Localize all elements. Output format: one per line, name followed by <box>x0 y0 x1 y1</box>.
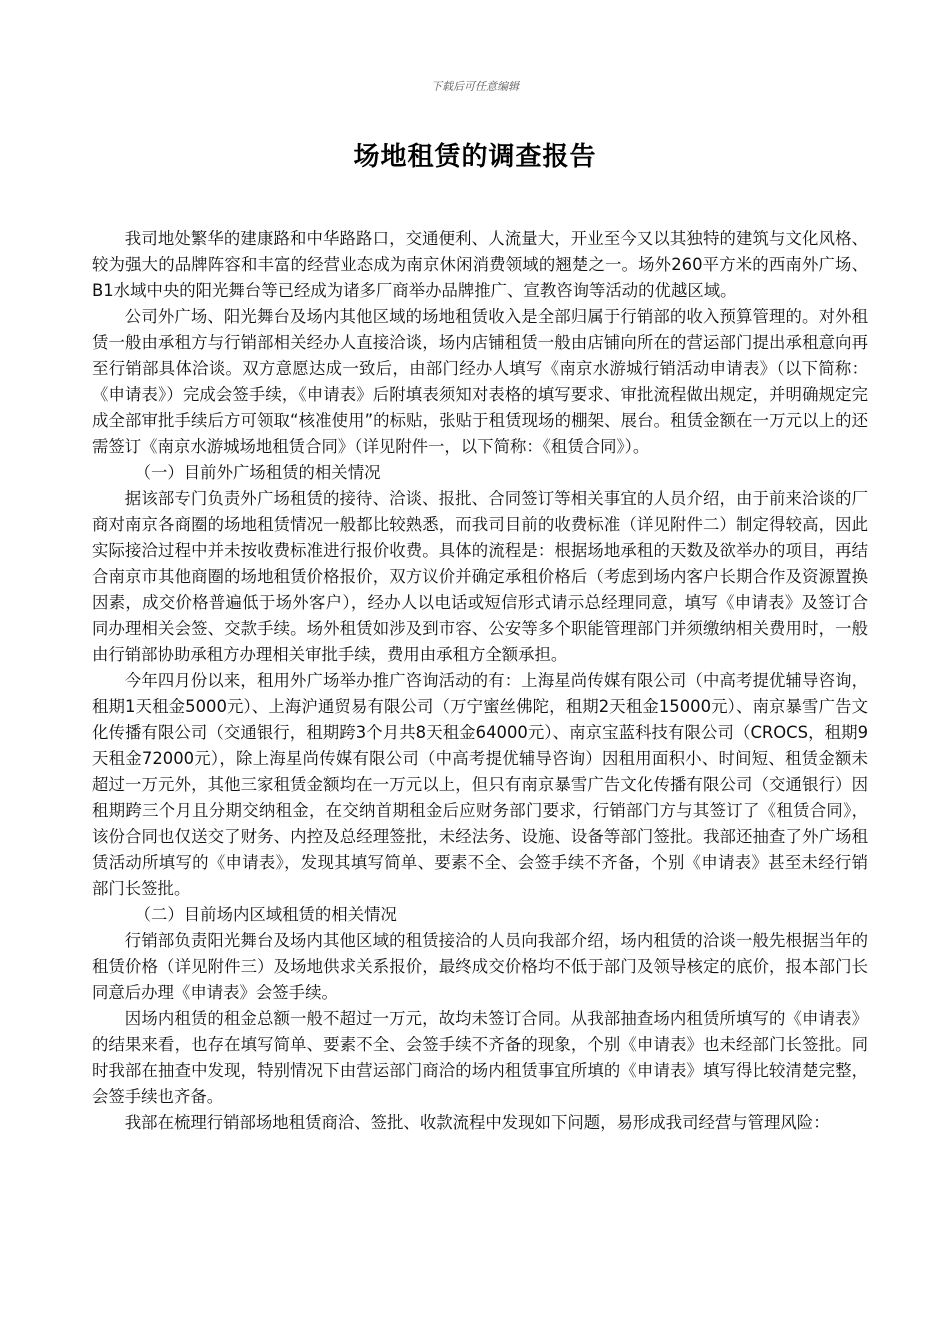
paragraph-indoor-findings: 因场内租赁的租金总额一般不超过一万元，故均未签订合同。从我部抽查场内租赁所填写的《申请表》的结果来看，也存在填写简单、要素不全、会签手续不齐备的现象，个别《申请表》也未经部门长签批。同时我部在抽查中发现，特别情况下由营运部门商洽的场内租赁事宜所填的《申请表》填写得比较清楚完整，会签手续也齐备。 <box>92 1009 868 1106</box>
section-heading-indoor: （二）目前场内区域租赁的相关情况 <box>134 905 397 924</box>
section-heading-outdoor: （一）目前外广场租赁的相关情况 <box>134 463 381 482</box>
paragraph-outdoor-cases: 今年四月份以来，租用外广场举办推广咨询活动的有：上海星尚传媒有限公司（中高考提优辅导咨询，租期1天租金5000元）、上海沪通贸易有限公司（万宁蜜丝佛陀，租期2天租金15000元）、南京暴雪广告文化传播有限公司（交通银行，租期跨3个月共8天租金64000元）、南京宝蓝科技有限公司（CROCS，租期9天租金72000元），除上海星尚传媒有限公司（中高考提优辅导咨询）因租用面积小、时间短、租赁金额未超过一万元外，其他三家租赁金额均在一万元以上，但只有南京暴雪广告文化传播有限公司（交通银行）因租期跨三个月且分期交纳租金，在交纳首期租金后应财务部门要求，行销部门方与其签订了《租赁合同》，该份合同也仅送交了财务、内控及总经理签批，未经法务、设施、设备等部门签批。我部还抽查了外广场租赁活动所填写的《申请表》，发现其填写简单、要素不全、会签手续不齐备，个别《申请表》甚至未经行销部门长签批。 <box>92 671 868 898</box>
paragraph-rental-management: 公司外广场、阳光舞台及场内其他区域的场地租赁收入是全部归属于行销部的收入预算管理的。对外租赁一般由承租方与行销部相关经办人直接洽谈，场内店铺租赁一般由店铺向所在的营运部门提出承租意向再至行销部具体洽谈。双方意愿达成一致后，由部门经办人填写《南京水游城行销活动申请表》（以下简称：《申请表》）完成会签手续，《申请表》后附填表须知对表格的填写要求、审批流程做出规定，并明确规定完成全部审批手续后方可领取“核准使用”的标贴，张贴于租赁现场的棚架、展台。租赁金额在一万元以上的还需签订《南京水游城场地租赁合同》（详见附件一，以下简称：《租赁合同》）。 <box>92 307 868 456</box>
paragraph-intro: 我司地处繁华的建康路和中华路路口，交通便利、人流量大，开业至今又以其独特的建筑与文化风格、较为强大的品牌阵容和丰富的经营业态成为南京休闲消费领域的翘楚之一。场外260平方米的西南外广场、B1水域中央的阳光舞台等已经成为诸多厂商举办品牌推广、宣教咨询等活动的优越区域。 <box>92 229 868 300</box>
paragraph-issues-intro: 我部在梳理行销部场地租赁商洽、签批、收款流程中发现如下问题，易形成我司经营与管理风险： <box>124 1113 830 1132</box>
document-body <box>92 226 868 1136</box>
paragraph-indoor-process: 行销部负责阳光舞台及场内其他区域的租赁接洽的人员向我部介绍，场内租赁的洽谈一般先根据当年的租赁价格（详见附件三）及场地供求关系报价，最终成交价格均不低于部门及领导核定的底价，报本部门长同意后办理《申请表》会签手续。 <box>92 931 868 1002</box>
document-title: 场地租赁的调查报告 <box>353 142 597 172</box>
header-note: 下载后可任意编辑 <box>431 80 519 93</box>
paragraph-outdoor-process: 据该部专门负责外广场租赁的接待、洽谈、报批、合同签订等相关事宜的人员介绍，由于前来洽谈的厂商对南京各商圈的场地租赁情况一般都比较熟悉，而我司目前的收费标准（详见附件二）制定得较高，因此实际接洽过程中并未按收费标准进行报价收费。具体的流程是：根据场地承租的天数及欲举办的项目，再结合南京市其他商圈的场地租赁价格报价，双方议价并确定承租价格后（考虑到场内客户长期合作及资源置换因素，成交价格普遍低于场外客户），经办人以电话或短信形式请示总经理同意，填写《申请表》及签订合同办理相关会签、交款手续。场外租赁如涉及到市容、公安等多个职能管理部门并须缴纳相关费用时，一般由行销部协助承租方办理相关审批手续，费用由承租方全额承担。 <box>92 489 868 664</box>
